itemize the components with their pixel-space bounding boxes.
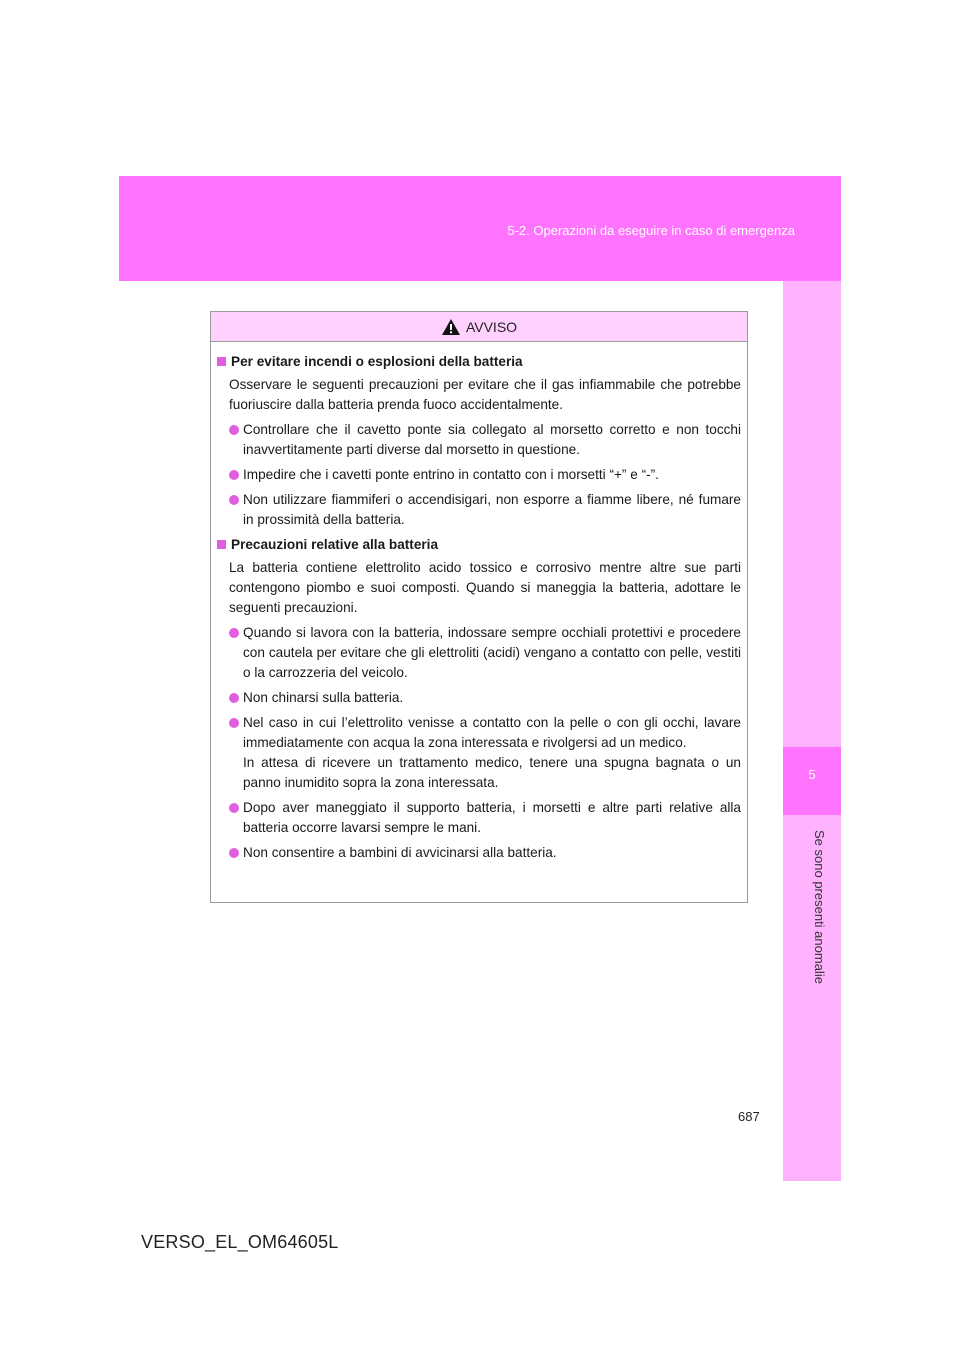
footer-code: VERSO_EL_OM64605L [141, 1232, 339, 1252]
header-band [119, 176, 841, 281]
section-heading [217, 352, 741, 372]
list-item [229, 465, 741, 485]
section-heading [217, 535, 741, 555]
circle-bullet-icon [229, 803, 239, 813]
list-item [229, 798, 741, 838]
list-item-text: Impedire che i cavetti ponte entrino in contatto con i morsetti “+” e “-”. [243, 467, 659, 482]
list-item-text: Quando si lavora con la batteria, indossare sempre occhiali protettivi e procedere con cautela per evitare che gli elettroliti (acidi) vengano a contatto con pelle, vestiti o la carrozzeria del veicolo. [243, 625, 741, 680]
warning-title: AVVISO [465, 318, 518, 335]
list-item-text: Controllare che il cavetto ponte sia collegato al morsetto corretto e non tocchi inavvertitamente parti diverse dal morsetto in questione. [243, 422, 741, 457]
list-item-text-part: Nel caso in cui l’elettrolito venisse a contatto con la pelle o con gli occhi, lavare immediatamente con acqua la zona interessata e rivolgersi ad un medico. [243, 715, 741, 750]
circle-bullet-icon [229, 718, 239, 728]
circle-bullet-icon [229, 425, 239, 435]
circle-bullet-icon [229, 693, 239, 703]
page-number: 687 [738, 1109, 760, 1124]
circle-bullet-icon [229, 470, 239, 480]
list-item-text: Dopo aver maneggiato il supporto batteria, i morsetti e altre parti relative alla batteria occorre lavarsi sempre le mani. [243, 800, 741, 835]
list-item [229, 688, 741, 708]
list-item [229, 713, 741, 793]
warning-header [211, 312, 747, 342]
list-item [229, 420, 741, 460]
list-item [229, 843, 741, 863]
list-item-text-part: In attesa di ricevere un trattamento medico, tenere una spugna bagnata o un panno inumidito sopra la zona interessata. [243, 755, 741, 790]
warning-box [210, 311, 748, 903]
circle-bullet-icon [229, 848, 239, 858]
list-item-text [243, 713, 741, 793]
list-item [229, 623, 741, 683]
list-item-text: Non utilizzare fiammiferi o accendisigari, non esporre a fiamme libere, né fumare in prossimità della batteria. [243, 492, 741, 527]
section-title: 5-2. Operazioni da eseguire in caso di emergenza [507, 223, 795, 238]
square-bullet-icon [217, 540, 226, 549]
square-bullet-icon [217, 357, 226, 366]
section-heading-text: Precauzioni relative alla batteria [231, 537, 439, 552]
list-item-text: Non consentire a bambini di avvicinarsi alla batteria. [243, 845, 557, 860]
chapter-label: Se sono presenti anomalie [812, 830, 827, 984]
warning-body [211, 342, 747, 863]
list-item [229, 490, 741, 530]
chapter-number: 5 [808, 767, 816, 782]
side-strip [783, 281, 841, 1181]
circle-bullet-icon [229, 495, 239, 505]
chapter-tab[interactable] [783, 747, 841, 815]
section-intro: La batteria contiene elettrolito acido tossico e corrosivo mentre altre sue parti contengono piombo e suoi composti. Quando si maneggia la batteria, adottare le seguenti precauzioni. [229, 560, 741, 615]
section-heading-text: Per evitare incendi o esplosioni della batteria [231, 354, 523, 369]
section-intro: Osservare le seguenti precauzioni per evitare che il gas infiammabile che potrebbe fuoriuscire dalla batteria prenda fuoco accidentalmente. [229, 377, 741, 412]
circle-bullet-icon [229, 628, 239, 638]
list-item-text: Non chinarsi sulla batteria. [243, 690, 404, 705]
warning-triangle-icon [441, 318, 461, 336]
